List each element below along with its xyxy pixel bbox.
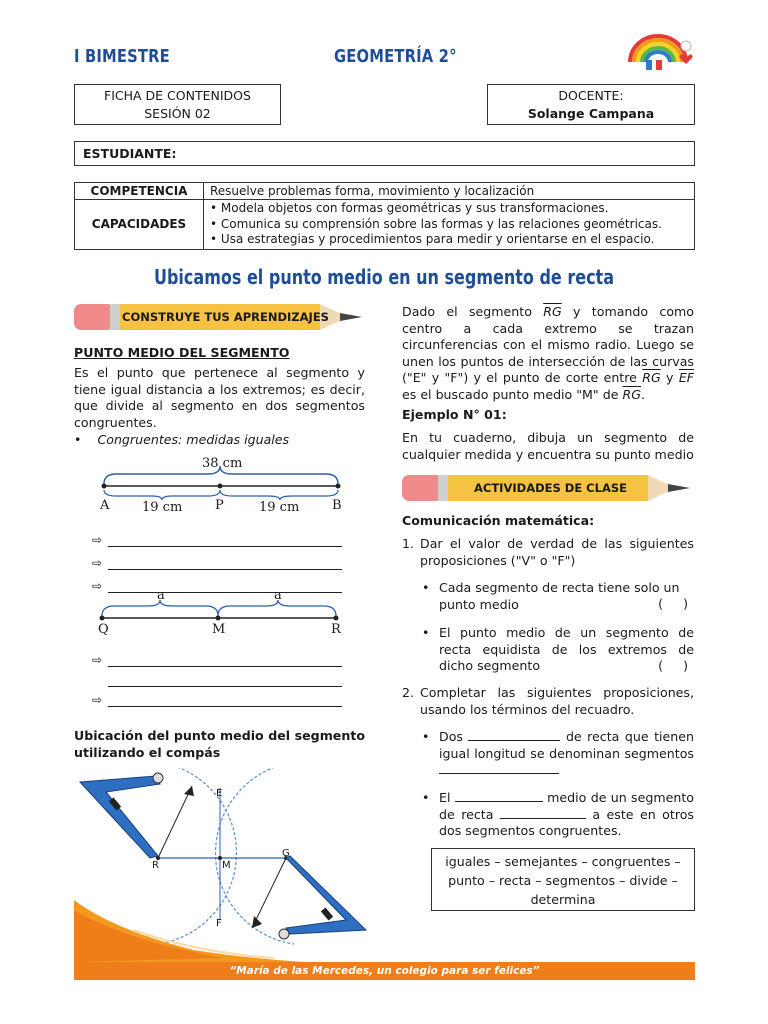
point-g-label: G bbox=[282, 848, 290, 859]
point-m-label: M bbox=[212, 622, 226, 637]
pencil-banner-right bbox=[402, 473, 692, 503]
q2-item: • Dos de recta que tienen igual longitud se denominan segmentos bbox=[422, 729, 694, 779]
comm-title: Comunicación matemática: bbox=[402, 513, 595, 528]
answer-paren[interactable]: ( ) bbox=[658, 596, 688, 611]
docente-name: Solange Campana bbox=[527, 106, 655, 121]
question-1: 1. Dar el valor de verdad de las siguientes proposiciones ("V" o "F") bbox=[402, 536, 694, 568]
student-box bbox=[74, 141, 695, 166]
answer-line[interactable]: ⇨ bbox=[92, 570, 342, 593]
footer-motto: “María de las Mercedes, un colegio para ser felices” bbox=[74, 962, 695, 980]
main-title: Ubicamos el punto medio en un segmento de recta bbox=[153, 265, 614, 289]
point-r-compass-label: R bbox=[152, 860, 159, 871]
half-a-label: a bbox=[157, 588, 165, 603]
fill-blank[interactable] bbox=[500, 818, 586, 819]
point-m-compass-label: M bbox=[222, 860, 231, 871]
capacidad-item: • Comunica su comprensión sobre las formas y las relaciones geométricas. bbox=[210, 216, 662, 231]
fill-blank[interactable] bbox=[455, 801, 543, 802]
docente-label: DOCENTE: bbox=[558, 88, 624, 103]
answer-line[interactable]: ⇨ bbox=[92, 647, 342, 667]
ficha-line2: SESIÓN 02 bbox=[144, 106, 211, 121]
competencia-label: COMPETENCIA bbox=[75, 183, 204, 200]
example-title: Ejemplo N° 01: bbox=[402, 407, 507, 422]
point-p-label: P bbox=[215, 498, 224, 513]
capacidad-item: • Modela objetos con formas geométricas y sus transformaciones. bbox=[210, 201, 609, 215]
word-box: iguales – semejantes – congruentes – punto – recta – segmentos – divide – determina bbox=[431, 848, 695, 911]
point-q-label: Q bbox=[98, 622, 109, 637]
point-e-label: E bbox=[216, 788, 223, 799]
subject-label: GEOMETRÍA 2° bbox=[334, 46, 457, 67]
capacidades-label: CAPACIDADES bbox=[75, 200, 204, 250]
right-half-label: 19 cm bbox=[259, 500, 300, 515]
example-text: En tu cuaderno, dibuja un segmento de cualquier medida y encuentra su punto medio bbox=[402, 430, 694, 462]
student-label: ESTUDIANTE: bbox=[83, 146, 177, 161]
competency-table bbox=[74, 182, 695, 250]
q1-item: • El punto medio de un segmento de recta equidista de los extremos de dicho segmento ( ) bbox=[422, 625, 694, 673]
capacidad-item: • Usa estrategias y procedimientos para medir y orientarse en el espacio. bbox=[210, 232, 655, 246]
congruent-bullet: • Congruentes: medidas iguales bbox=[74, 432, 290, 447]
fill-blank[interactable] bbox=[468, 740, 560, 741]
competencia-text: Resuelve problemas forma, movimiento y localización bbox=[204, 183, 695, 200]
q1-item: • Cada segmento de recta tiene solo un punto medio ( ) bbox=[422, 580, 688, 612]
point-r-label: R bbox=[331, 622, 341, 637]
definition-paragraph: Es el punto que pertenece al segmento y tiene igual distancia a los extremos; es decir, que divide al segmento en dos segmentos congruentes. bbox=[74, 365, 365, 430]
answer-line[interactable]: ⇨ bbox=[92, 687, 342, 707]
answer-line[interactable] bbox=[92, 667, 342, 687]
half-a-label: a bbox=[274, 588, 282, 603]
pencil-banner-left bbox=[74, 302, 364, 332]
ficha-box bbox=[74, 84, 281, 125]
pencil-label-right: ACTIVIDADES DE CLASE bbox=[474, 481, 627, 495]
answer-line[interactable]: ⇨ bbox=[92, 547, 342, 570]
docente-box bbox=[487, 84, 695, 125]
segment-qr-diagram bbox=[96, 588, 351, 640]
section-title: PUNTO MEDIO DEL SEGMENTO bbox=[74, 345, 290, 360]
point-f-label: F bbox=[216, 918, 222, 929]
total-length-label: 38 cm bbox=[202, 456, 243, 471]
answer-paren[interactable]: ( ) bbox=[658, 658, 688, 673]
answer-line[interactable]: ⇨ bbox=[92, 524, 342, 547]
answer-lines-2 bbox=[92, 647, 342, 707]
left-half-label: 19 cm bbox=[142, 500, 183, 515]
ficha-line1: FICHA DE CONTENIDOS bbox=[104, 88, 251, 103]
q2-item: • El medio de un segmento de recta a este en otros dos segmentos congruentes. bbox=[422, 790, 695, 838]
answer-lines-1 bbox=[92, 524, 342, 593]
school-logo bbox=[624, 32, 696, 76]
term-label: I BIMESTRE bbox=[74, 46, 170, 67]
question-2: 2. Completar las siguientes proposiciones, usando los términos del recuadro. bbox=[402, 685, 694, 717]
compass-title: Ubicación del punto medio del segmento utilizando el compás bbox=[74, 728, 365, 760]
point-a-label: A bbox=[100, 498, 110, 513]
point-b-label: B bbox=[332, 498, 342, 513]
pencil-label-left: CONSTRUYE TUS APRENDIZAJES bbox=[122, 310, 329, 324]
footer-wave-decoration bbox=[74, 900, 304, 962]
segment-ab-diagram bbox=[96, 456, 351, 516]
fill-blank[interactable] bbox=[439, 773, 559, 774]
intro-paragraph: Dado el segmento $\overline{RG}$ y tomando como centro a cada extremo se trazan circunferencias con el mismo radio. Luego se unen los puntos de intersección de las curvas ("E" y "F") y el punto de corte entre $\overline{RG}$ y $\overline{EF}$ es el buscado punto medio "M" de $\overline{RG}$. bbox=[402, 304, 695, 402]
